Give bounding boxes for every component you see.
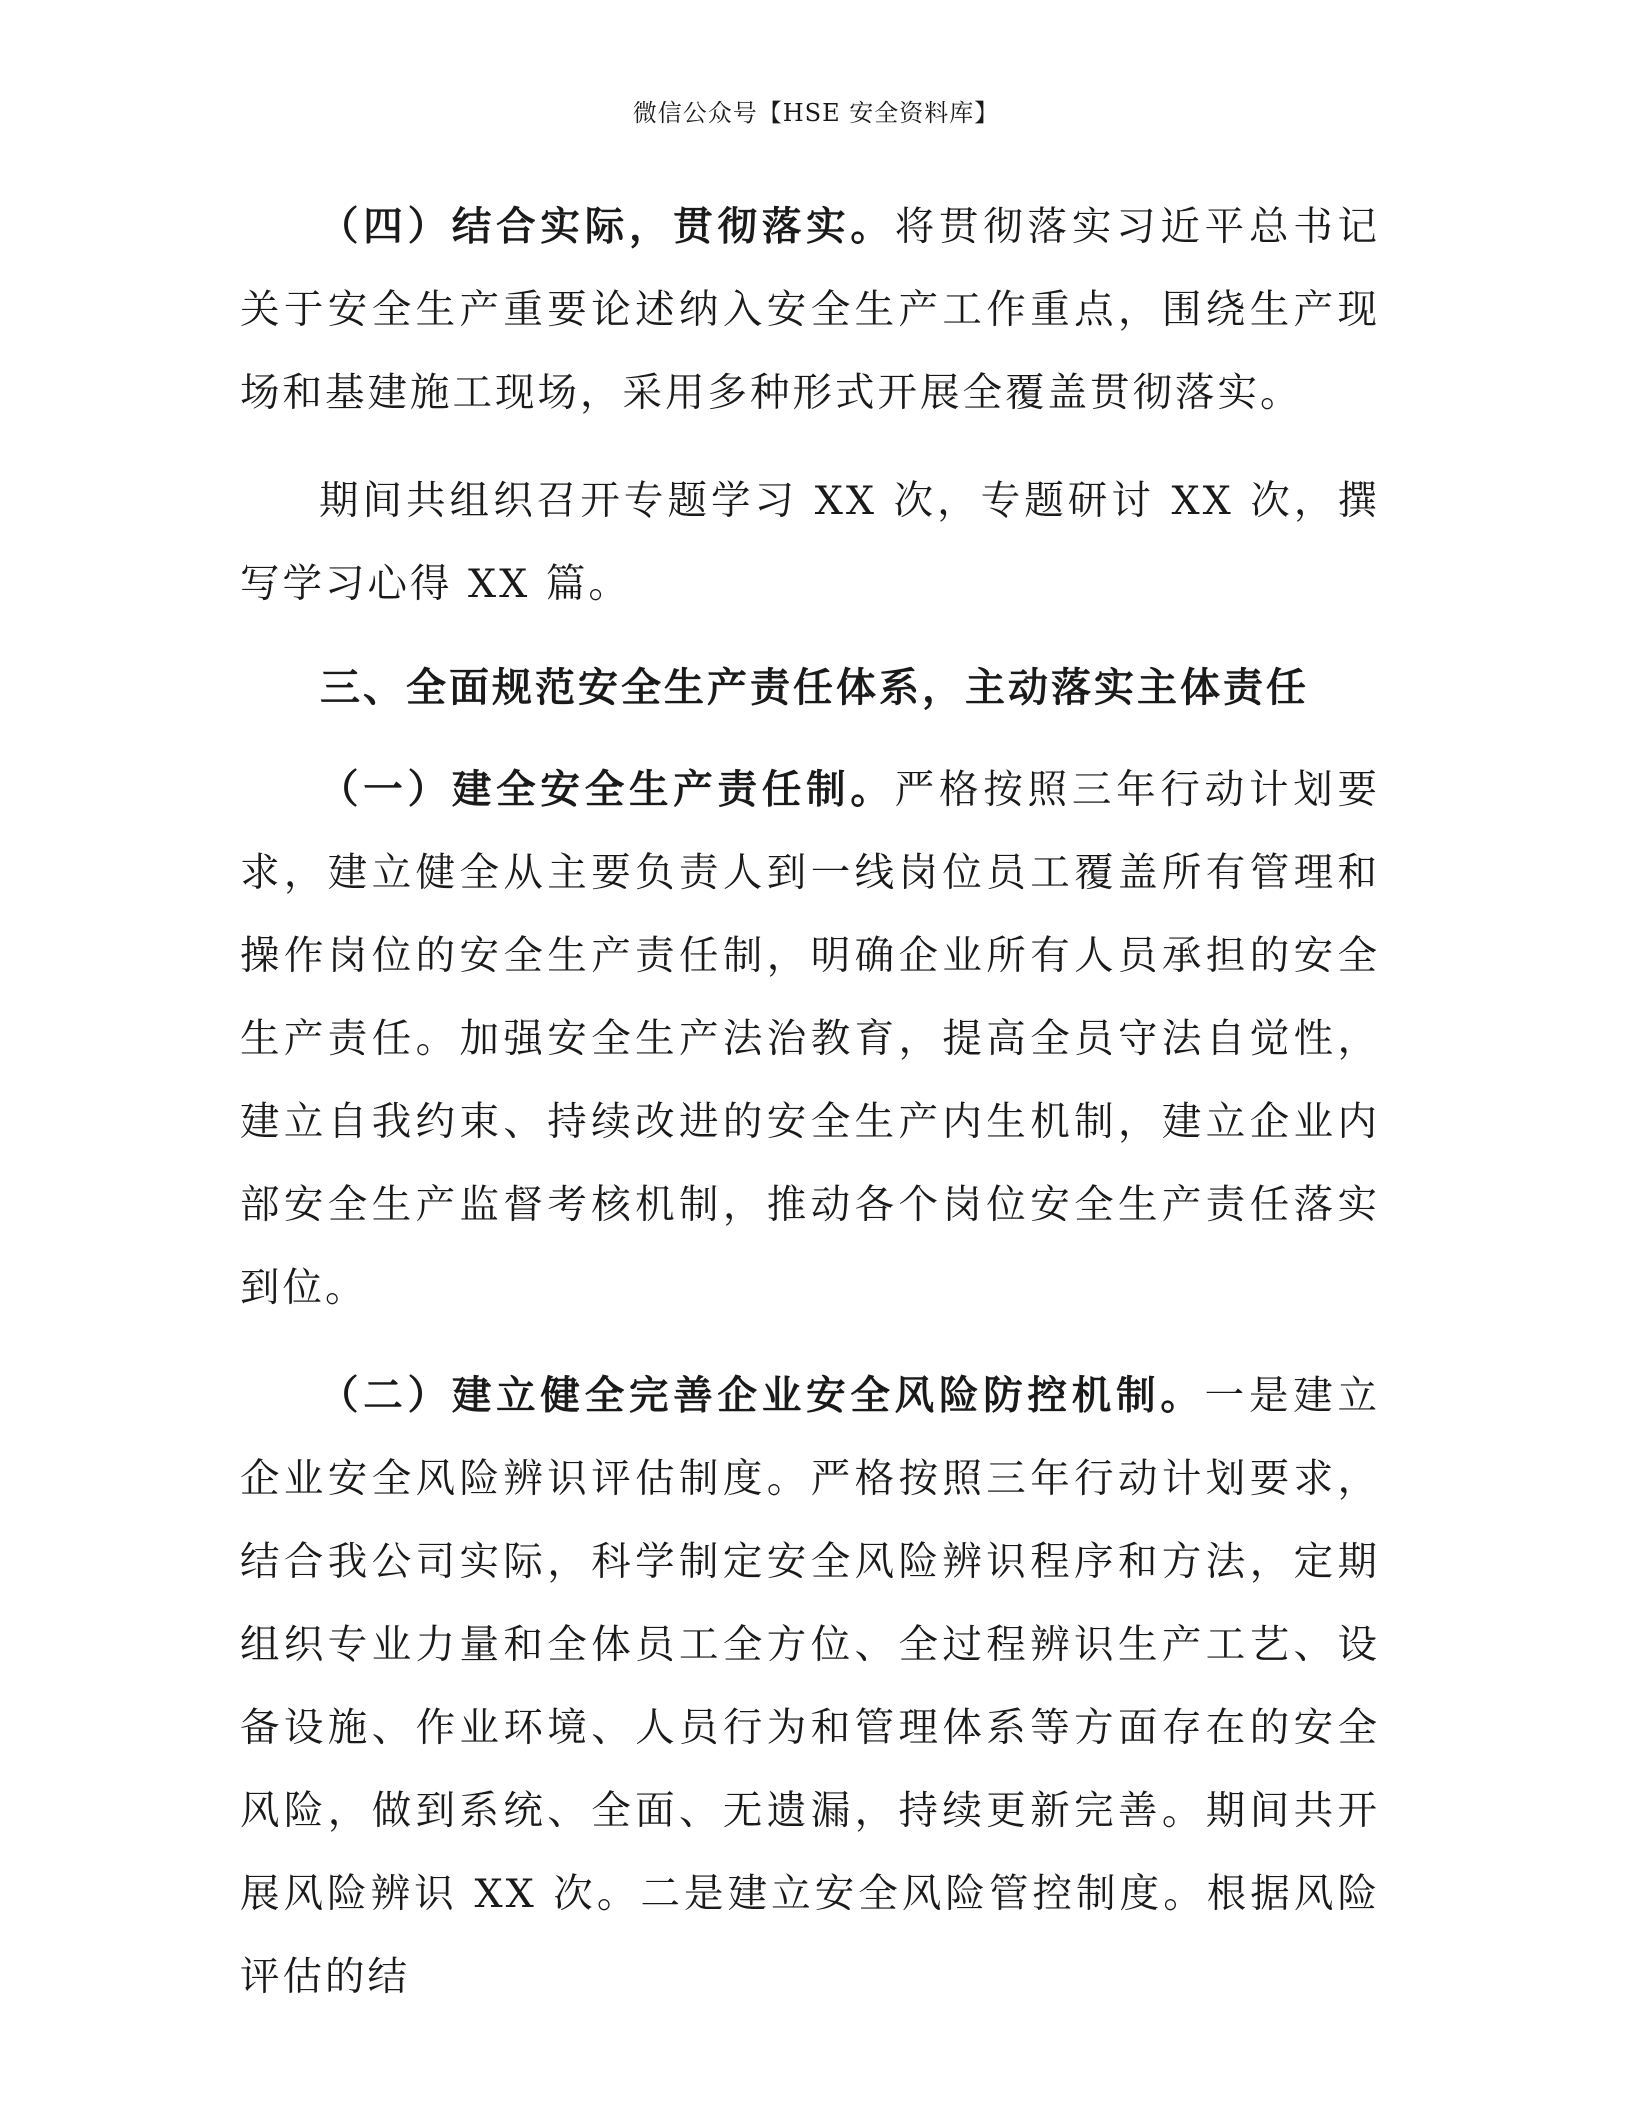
paragraph-spacer bbox=[240, 626, 1380, 646]
paragraph-lead: （四）结合实际，贯彻落实。 bbox=[319, 204, 895, 250]
page-header: 微信公众号【HSE 安全资料库】 bbox=[632, 99, 1000, 127]
paragraph-spacer bbox=[240, 435, 1380, 460]
paragraph-lead: （一）建全安全生产责任制。 bbox=[319, 767, 895, 813]
paragraph-text: 期间共组织召开专题学习 XX 次，专题研讨 XX 次，撰写学习心得 XX 篇。 bbox=[240, 478, 1380, 607]
paragraph-lead: （二）建立健全完善企业安全风险防控机制。 bbox=[319, 1373, 1205, 1419]
paragraph-spacer bbox=[240, 729, 1380, 749]
paragraph-spacer bbox=[240, 1330, 1380, 1355]
paragraph-text: 严格按照三年行动计划要求，建立健全从主要负责人到一线岗位员工覆盖所有管理和操作岗位的安全生产责任制，明确企业所有人员承担的安全生产责任。加强安全生产法治教育，提高全员守法自觉性，建立自我约束、持续改进的安全生产内生机制，建立企业内部安全生产监督考核机制，推动各个岗位安全生产责任落实到位。 bbox=[240, 767, 1381, 1311]
paragraph-text: 将贯彻落实习近平总书记关于安全生产重要论述纳入安全生产工作重点，围绕生产现场和基建施工现场，采用多种形式开展全覆盖贯彻落实。 bbox=[240, 204, 1381, 416]
paragraph-responsibility-system bbox=[240, 749, 1380, 1330]
section-heading: 三、全面规范安全生产责任体系，主动落实主体责任 bbox=[320, 664, 1309, 711]
paragraph-text: 一是建立企业安全风险辨识评估制度。严格按照三年行动计划要求，结合我公司实际，科学制定安全风险辨识程序和方法，定期组织专业力量和全体员工全方位、全过程辨识生产工艺、设备设施、作业环境、人员行为和管理体系等方面存在的安全风险，做到系统、全面、无遗漏，持续更新完善。期间共开展风险辨识 XX 次。二是建立安全风险管控制度。根据风险评估的结 bbox=[240, 1373, 1381, 2000]
paragraph-risk-control bbox=[240, 1355, 1380, 2019]
paragraph-implementation bbox=[240, 186, 1380, 435]
paragraph-study-stats bbox=[240, 460, 1380, 626]
document-body bbox=[240, 186, 1380, 2019]
